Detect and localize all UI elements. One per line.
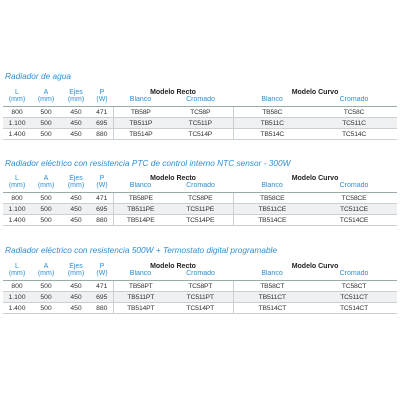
cell-curvo-blanco: TB58CT — [233, 281, 311, 292]
cell-curvo-blanco: TB58CE — [233, 193, 311, 204]
header-ejes: Ejes — [69, 175, 83, 182]
table-row — [3, 193, 397, 204]
section-title: Radiador eléctrico con resistencia 500W + Termostato digital programable — [5, 245, 278, 255]
cell-a: 500 — [31, 204, 61, 215]
header-a-unit: (mm) — [31, 270, 61, 281]
cell-a: 500 — [31, 303, 61, 314]
cell-ejes: 450 — [61, 303, 91, 314]
cell-p: 695 — [91, 204, 113, 215]
cell-l: 1.100 — [3, 204, 31, 215]
header-a-unit: (mm) — [31, 96, 61, 107]
cell-curvo-cromado: TC514C — [311, 129, 397, 140]
cell-p: 471 — [91, 281, 113, 292]
cell-ejes: 450 — [61, 129, 91, 140]
header-ejes: Ejes — [69, 89, 83, 96]
header-ejes-unit: (mm) — [61, 270, 91, 281]
cell-recto-cromado: TC58P — [168, 107, 233, 118]
cell-a: 500 — [31, 129, 61, 140]
cell-recto-cromado: TC511PE — [168, 204, 233, 215]
cell-recto-cromado: TC514PT — [168, 303, 233, 314]
cell-l: 1.400 — [3, 303, 31, 314]
cell-curvo-cromado: TC514CE — [311, 215, 397, 226]
cell-l: 800 — [3, 281, 31, 292]
header-modelo-curvo: Modelo Curvo — [291, 89, 339, 96]
spec-table — [3, 172, 397, 226]
header-ejes: Ejes — [69, 263, 83, 270]
cell-recto-blanco: TB58PT — [113, 281, 168, 292]
cell-curvo-blanco: TB511CT — [233, 292, 311, 303]
header-l-unit: (mm) — [3, 270, 31, 281]
cell-recto-blanco: TB511PE — [113, 204, 168, 215]
header-curvo-cromado: Cromado — [311, 182, 397, 193]
cell-ejes: 450 — [61, 292, 91, 303]
header-p-unit: (W) — [91, 96, 113, 107]
cell-ejes: 450 — [61, 118, 91, 129]
header-curvo-blanco: Blanco — [233, 182, 311, 193]
cell-recto-cromado: TC514P — [168, 129, 233, 140]
header-curvo-blanco: Blanco — [233, 270, 311, 281]
header-p: P — [99, 175, 105, 182]
cell-ejes: 450 — [61, 193, 91, 204]
cell-curvo-blanco: TB514CT — [233, 303, 311, 314]
table-row — [3, 281, 397, 292]
cell-curvo-cromado: TC514CT — [311, 303, 397, 314]
cell-a: 500 — [31, 118, 61, 129]
cell-curvo-blanco: TB514CE — [233, 215, 311, 226]
cell-recto-cromado: TC511PT — [168, 292, 233, 303]
cell-curvo-cromado: TC511CT — [311, 292, 397, 303]
cell-curvo-blanco: TB511C — [233, 118, 311, 129]
header-l: L — [15, 263, 19, 270]
cell-p: 880 — [91, 129, 113, 140]
cell-ejes: 450 — [61, 107, 91, 118]
cell-p: 880 — [91, 215, 113, 226]
header-a: A — [43, 263, 49, 270]
cell-recto-cromado: TC514PE — [168, 215, 233, 226]
cell-curvo-blanco: TB58C — [233, 107, 311, 118]
cell-a: 500 — [31, 107, 61, 118]
header-l-unit: (mm) — [3, 96, 31, 107]
cell-recto-blanco: TB511PT — [113, 292, 168, 303]
header-a: A — [43, 89, 49, 96]
header-a: A — [43, 175, 49, 182]
cell-recto-cromado: TC511P — [168, 118, 233, 129]
cell-recto-blanco: TB58P — [113, 107, 168, 118]
header-ejes-unit: (mm) — [61, 182, 91, 193]
spec-table — [3, 260, 397, 314]
header-recto-blanco: Blanco — [113, 270, 168, 281]
header-curvo-blanco: Blanco — [233, 96, 311, 107]
table-row — [3, 292, 397, 303]
header-modelo-curvo: Modelo Curvo — [291, 175, 339, 182]
cell-p: 880 — [91, 303, 113, 314]
cell-l: 1.100 — [3, 292, 31, 303]
cell-curvo-cromado: TC511CE — [311, 204, 397, 215]
table-row — [3, 215, 397, 226]
header-a-unit: (mm) — [31, 182, 61, 193]
header-l-unit: (mm) — [3, 182, 31, 193]
header-recto-blanco: Blanco — [113, 182, 168, 193]
cell-p: 471 — [91, 107, 113, 118]
cell-recto-blanco: TB514PT — [113, 303, 168, 314]
cell-curvo-cromado: TC58CT — [311, 281, 397, 292]
cell-ejes: 450 — [61, 204, 91, 215]
header-l: L — [15, 175, 19, 182]
table-row — [3, 129, 397, 140]
header-modelo-curvo: Modelo Curvo — [291, 263, 339, 270]
header-curvo-cromado: Cromado — [311, 96, 397, 107]
table-row — [3, 118, 397, 129]
cell-l: 1.100 — [3, 118, 31, 129]
cell-ejes: 450 — [61, 215, 91, 226]
header-recto-cromado: Cromado — [168, 270, 233, 281]
cell-a: 500 — [31, 215, 61, 226]
cell-l: 1.400 — [3, 215, 31, 226]
section-title: Radiador eléctrico con resistencia PTC de control interno NTC sensor - 300W — [5, 158, 291, 168]
header-recto-blanco: Blanco — [113, 96, 168, 107]
cell-a: 500 — [31, 292, 61, 303]
table-row — [3, 303, 397, 314]
cell-curvo-blanco: TB514C — [233, 129, 311, 140]
cell-p: 471 — [91, 193, 113, 204]
cell-curvo-cromado: TC511C — [311, 118, 397, 129]
header-l: L — [15, 89, 19, 96]
cell-recto-blanco: TB58PE — [113, 193, 168, 204]
cell-ejes: 450 — [61, 281, 91, 292]
cell-recto-blanco: TB514PE — [113, 215, 168, 226]
cell-a: 500 — [31, 281, 61, 292]
header-modelo-recto: Modelo Recto — [150, 175, 196, 182]
cell-curvo-blanco: TB511CE — [233, 204, 311, 215]
cell-recto-blanco: TB514P — [113, 129, 168, 140]
cell-p: 695 — [91, 292, 113, 303]
cell-l: 800 — [3, 193, 31, 204]
cell-recto-cromado: TC58PE — [168, 193, 233, 204]
header-recto-cromado: Cromado — [168, 182, 233, 193]
header-p-unit: (W) — [91, 270, 113, 281]
cell-a: 500 — [31, 193, 61, 204]
cell-l: 800 — [3, 107, 31, 118]
header-p: P — [99, 89, 105, 96]
header-modelo-recto: Modelo Recto — [150, 89, 196, 96]
cell-curvo-cromado: TC58CE — [311, 193, 397, 204]
cell-p: 695 — [91, 118, 113, 129]
cell-recto-blanco: TB511P — [113, 118, 168, 129]
spec-table — [3, 86, 397, 140]
cell-recto-cromado: TC58PT — [168, 281, 233, 292]
cell-l: 1.400 — [3, 129, 31, 140]
table-row — [3, 204, 397, 215]
header-ejes-unit: (mm) — [61, 96, 91, 107]
section-title: Radiador de agua — [5, 71, 71, 81]
header-recto-cromado: Cromado — [168, 96, 233, 107]
header-p: P — [99, 263, 105, 270]
table-row — [3, 107, 397, 118]
cell-curvo-cromado: TC58C — [311, 107, 397, 118]
header-p-unit: (W) — [91, 182, 113, 193]
header-curvo-cromado: Cromado — [311, 270, 397, 281]
header-modelo-recto: Modelo Recto — [150, 263, 196, 270]
